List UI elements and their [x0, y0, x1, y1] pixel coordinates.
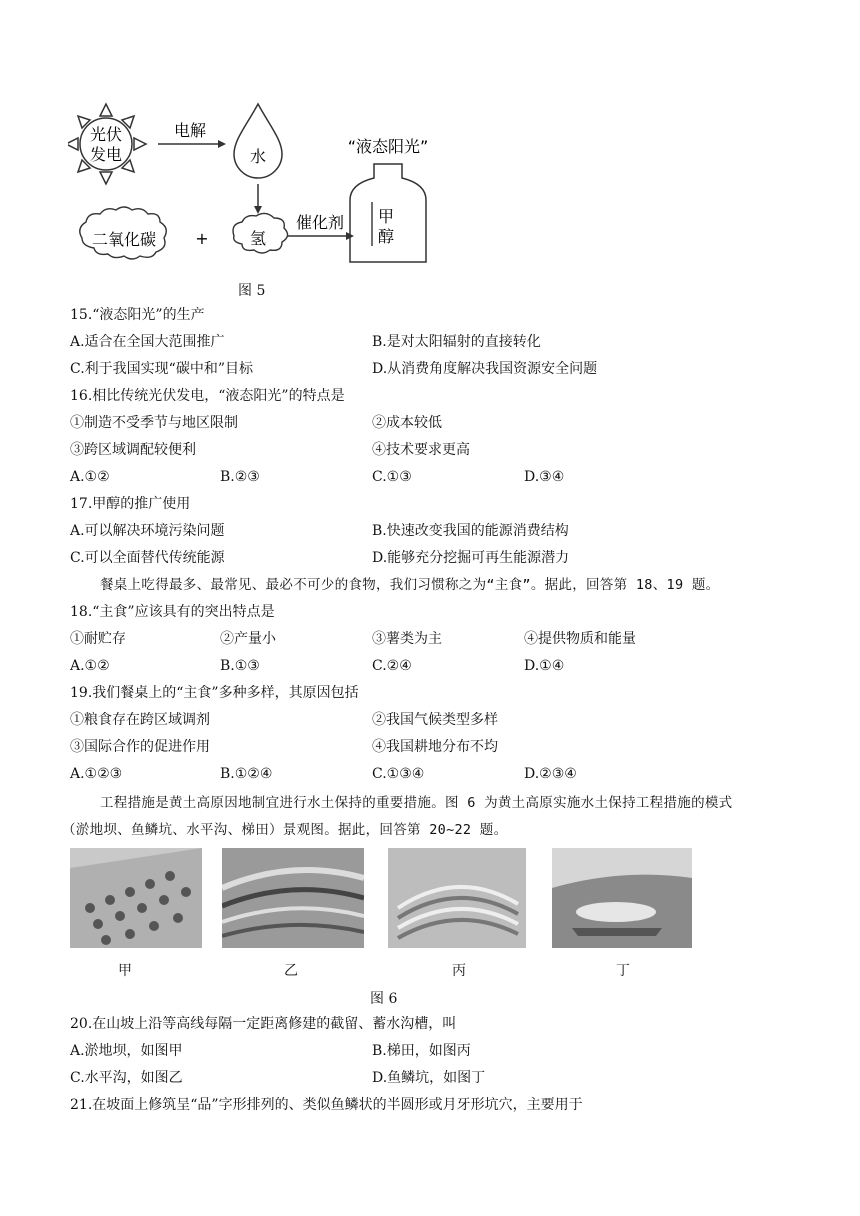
- q19-statement-1: ①粮食存在跨区域调剂: [70, 712, 210, 728]
- arrow-down-icon: [254, 206, 262, 214]
- q20-option-d: D.鱼鳞坑，如图丁: [372, 1070, 486, 1086]
- bottle-label-line2: 醇: [377, 227, 395, 246]
- photo-ding: [552, 848, 692, 948]
- sun-icon: [68, 104, 146, 184]
- q20-option-b: B.梯田，如图丙: [372, 1043, 471, 1059]
- q20-option-c: C.水平沟，如图乙: [70, 1070, 183, 1086]
- q19-option-d: D.②③④: [524, 766, 577, 782]
- figure-6-caption: 图 6: [370, 991, 398, 1007]
- q16-option-c: C.①③: [372, 469, 412, 485]
- plus-sign: +: [195, 229, 209, 248]
- question-16-stem: 16.相比传统光伏发电，“液态阳光”的特点是: [70, 388, 345, 404]
- co2-label: 二氧化碳: [91, 230, 157, 249]
- q17-option-b: B.快速改变我国的能源消费结构: [372, 523, 569, 539]
- q17-option-c: C.可以全面替代传统能源: [70, 550, 225, 566]
- photo-label-yi: 乙: [284, 963, 298, 979]
- q18-option-c: C.②④: [372, 658, 412, 674]
- intro-20-22-line2: （淤地坝、鱼鳞坑、水平沟、梯田）景观图。据此，回答第 20~22 题。: [62, 822, 508, 838]
- water-drop-icon: [234, 104, 282, 178]
- q18-statement-1: ①耐贮存: [70, 631, 126, 647]
- question-18-stem: 18.“主食”应该具有的突出特点是: [70, 604, 275, 620]
- intro-18-19: 餐桌上吃得最多、最常见、最必不可少的食物，我们习惯称之为“主食”。据此，回答第 18、19 题。: [100, 577, 720, 593]
- q15-option-a: A.适合在全国大范围推广: [70, 334, 225, 350]
- q16-statement-3: ③跨区域调配较便利: [70, 442, 196, 458]
- bottle-label-line1: 甲: [377, 207, 395, 226]
- photo-jia: [70, 848, 202, 948]
- figure-5-diagram: [68, 96, 428, 266]
- water-label: 水: [249, 147, 267, 166]
- photo-yi: [222, 848, 364, 948]
- arrow2-label: 催化剂: [295, 213, 345, 232]
- q17-option-a: A.可以解决环境污染问题: [70, 523, 225, 539]
- q19-statement-3: ③国际合作的促进作用: [70, 739, 210, 755]
- q19-option-c: C.①③④: [372, 766, 425, 782]
- q15-option-b: B.是对太阳辐射的直接转化: [372, 334, 541, 350]
- arrow-right-icon: [218, 140, 226, 148]
- question-20-stem: 20.在山坡上沿等高线每隔一定距离修建的截留、蓄水沟槽，叫: [70, 1016, 457, 1032]
- q16-statement-4: ④技术要求更高: [372, 442, 470, 458]
- hydrogen-label: 氢: [249, 229, 267, 248]
- q20-option-a: A.淤地坝，如图甲: [70, 1043, 183, 1059]
- question-17-stem: 17.甲醇的推广使用: [70, 496, 191, 512]
- figure-5-caption: 图 5: [238, 283, 266, 299]
- q16-statement-1: ①制造不受季节与地区限制: [70, 415, 238, 431]
- q15-option-c: C.利于我国实现“碳中和”目标: [70, 361, 253, 377]
- intro-20-22-line1: 工程措施是黄土高原因地制宜进行水土保持的重要措施。图 6 为黄土高原实施水土保持工程措施的模式: [100, 795, 733, 811]
- q18-statement-3: ③薯类为主: [372, 631, 442, 647]
- q19-statement-4: ④我国耕地分布不均: [372, 739, 498, 755]
- q19-statement-2: ②我国气候类型多样: [372, 712, 498, 728]
- question-15-stem: 15.“液态阳光”的生产: [70, 307, 205, 323]
- sun-label-line2: 发电: [89, 145, 123, 164]
- photo-bing: [388, 848, 526, 948]
- photo-label-jia: 甲: [118, 963, 132, 979]
- q16-statement-2: ②成本较低: [372, 415, 442, 431]
- q15-option-d: D.从消费角度解决我国资源安全问题: [372, 361, 598, 377]
- figure-5-svg: [68, 96, 428, 266]
- q19-option-a: A.①②③: [70, 766, 123, 782]
- q18-option-d: D.①④: [524, 658, 565, 674]
- bottle-title: “液态阳光”: [347, 137, 428, 156]
- q16-option-a: A.①②: [70, 469, 110, 485]
- photo-label-bing: 丙: [452, 963, 466, 979]
- q18-option-b: B.①③: [220, 658, 260, 674]
- q16-option-d: D.③④: [524, 469, 565, 485]
- arrow1-label: 电解: [173, 121, 207, 140]
- question-21-stem: 21.在坡面上修筑呈“品”字形排列的、类似鱼鳞状的半圆形或月牙形坑穴，主要用于: [70, 1097, 583, 1113]
- q16-option-b: B.②③: [220, 469, 260, 485]
- q18-statement-4: ④提供物质和能量: [524, 631, 636, 647]
- sun-label-line1: 光伏: [89, 125, 123, 144]
- photo-label-ding: 丁: [616, 963, 630, 979]
- q19-option-b: B.①②④: [220, 766, 273, 782]
- q18-statement-2: ②产量小: [220, 631, 276, 647]
- question-19-stem: 19.我们餐桌上的“主食”多种多样，其原因包括: [70, 685, 359, 701]
- q18-option-a: A.①②: [70, 658, 110, 674]
- q17-option-d: D.能够充分挖掘可再生能源潜力: [372, 550, 570, 566]
